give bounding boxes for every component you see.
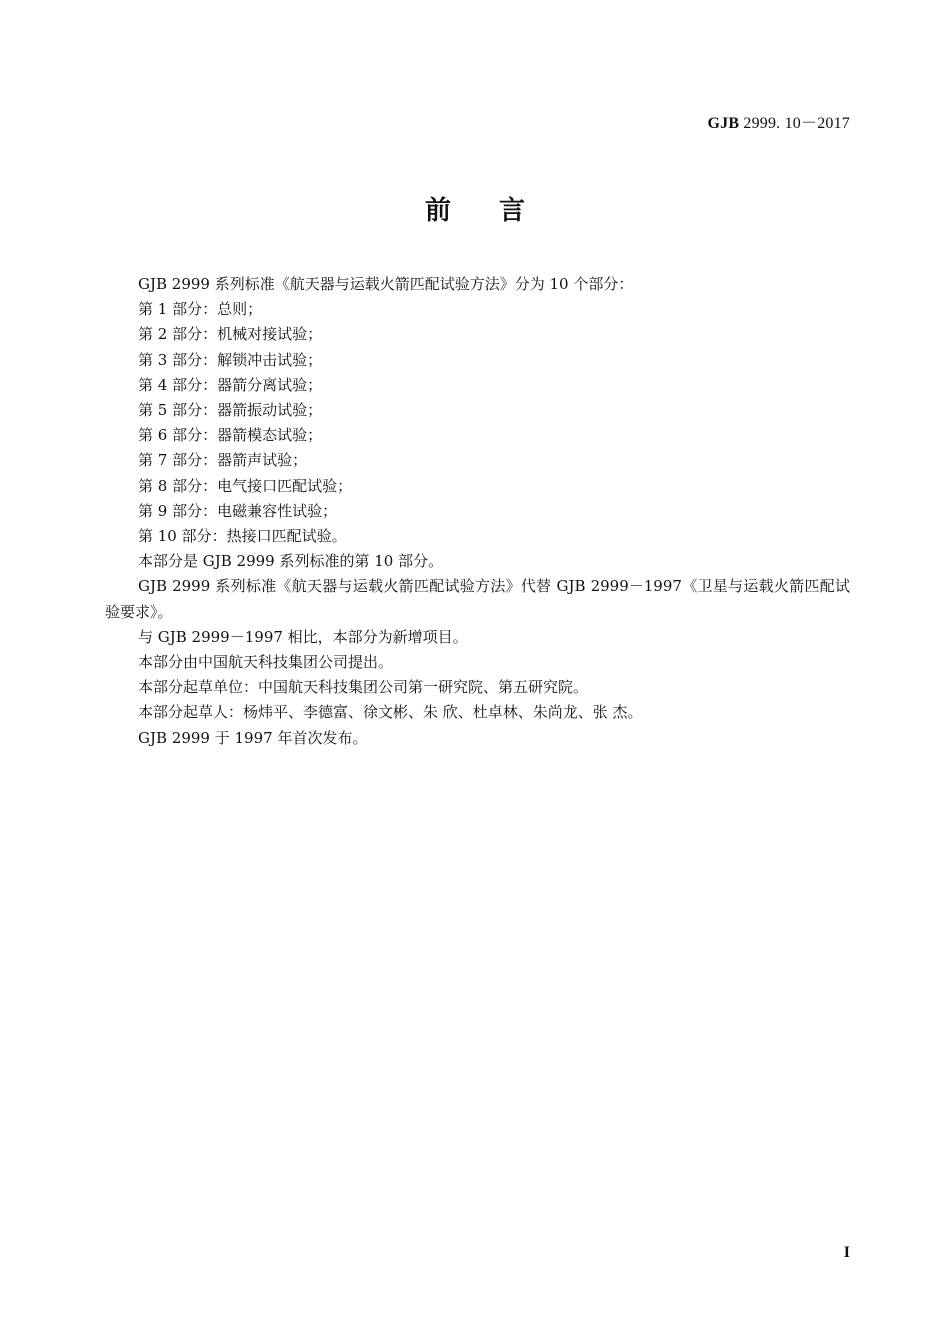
paragraph-series-intro: GJB 2999 系列标准《航天器与运载火箭匹配试验方法》分为 10 个部分： [138,275,634,293]
list-item-part-7: 第 7 部分：器箭声试验； [138,451,308,470]
document-code [707,110,850,133]
paragraph-comparison: 与 GJB 2999－1997 相比，本部分为新增项目。 [138,627,468,646]
paragraph-drafters: 本部分起草人：杨炜平、李德富、徐文彬、朱 欣、杜卓林、朱尚龙、张 杰。 [138,703,643,722]
list-item-part-8: 第 8 部分：电气接口匹配试验； [138,476,353,495]
list-item-part-4: 第 4 部分：器箭分离试验； [138,375,323,394]
page-number: I [843,1244,850,1261]
document-code-number: 2999. 10－2017 [739,115,850,132]
paragraph-this-part: 本部分是 GJB 2999 系列标准的第 10 部分。 [138,552,444,571]
page-title: 前言 [424,196,573,226]
list-item-part-6: 第 6 部分：器箭模态试验； [138,426,323,445]
list-item-part-2: 第 2 部分：机械对接试验； [138,325,323,344]
list-item-part-5: 第 5 部分：器箭振动试验； [138,401,323,420]
document-code-prefix: GJB [707,115,740,132]
list-item-part-1: 第 1 部分：总则； [138,300,263,319]
paragraph-proposed-by: 本部分由中国航天科技集团公司提出。 [138,653,394,672]
paragraph-drafting-units: 本部分起草单位：中国航天科技集团公司第一研究院、第五研究院。 [138,678,589,697]
list-item-part-10: 第 10 部分：热接口匹配试验。 [138,527,347,546]
list-item-part-3: 第 3 部分：解锁冲击试验； [138,350,323,369]
foreword-body [105,272,850,751]
paragraph-replaces: GJB 2999 系列标准《航天器与运载火箭匹配试验方法》代替 GJB 2999－1997《卫星与运载火箭匹配试验要求》。 [105,577,850,621]
list-item-part-9: 第 9 部分：电磁兼容性试验； [138,501,338,520]
paragraph-first-issue: GJB 2999 于 1997 年首次发布。 [138,728,368,747]
